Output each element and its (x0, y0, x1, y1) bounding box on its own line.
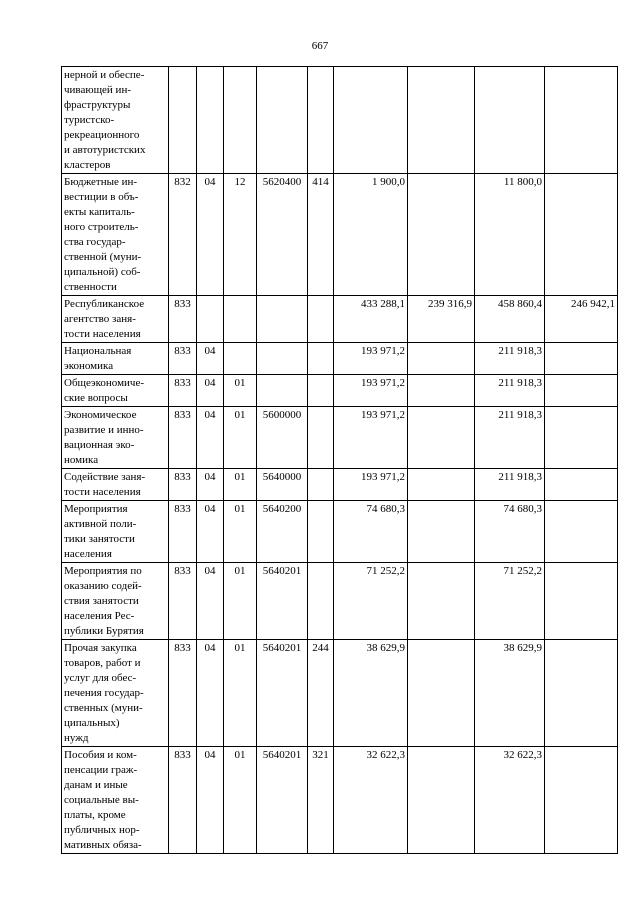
subsection-code: 01 (224, 407, 257, 469)
admin-code (169, 67, 197, 174)
target-code: 5600000 (257, 407, 308, 469)
table-body (62, 67, 618, 854)
expense-code (308, 67, 334, 174)
section-code: 04 (197, 343, 224, 375)
table-row (62, 501, 618, 563)
row-name: нерной и обеспе- чивающей ин- фраструктуры туристско- рекреационного и автотуристских кластеров (62, 67, 169, 174)
target-code (257, 296, 308, 343)
sum-year2: 11 800,0 (475, 174, 545, 296)
sum-year2: 458 860,4 (475, 296, 545, 343)
subsection-code: 01 (224, 501, 257, 563)
sum-year2-subvention (545, 501, 618, 563)
sum-year1: 71 252,2 (334, 563, 408, 640)
sum-year2: 38 629,9 (475, 640, 545, 747)
section-code: 04 (197, 407, 224, 469)
expense-code (308, 501, 334, 563)
expense-code (308, 407, 334, 469)
row-name: Республиканское агентство заня- тости населения (62, 296, 169, 343)
sum-year1: 74 680,3 (334, 501, 408, 563)
sum-year1-subvention (408, 640, 475, 747)
expense-code: 321 (308, 747, 334, 854)
admin-code: 833 (169, 407, 197, 469)
target-code: 5640201 (257, 747, 308, 854)
target-code: 5640201 (257, 563, 308, 640)
sum-year1: 193 971,2 (334, 375, 408, 407)
admin-code: 833 (169, 469, 197, 501)
table-row (62, 375, 618, 407)
sum-year2: 211 918,3 (475, 375, 545, 407)
sum-year2-subvention (545, 563, 618, 640)
section-code: 04 (197, 563, 224, 640)
admin-code: 833 (169, 747, 197, 854)
page-number: 667 (311, 40, 329, 52)
table-row (62, 343, 618, 375)
subsection-code: 12 (224, 174, 257, 296)
sum-year1-subvention (408, 67, 475, 174)
sum-year2: 211 918,3 (475, 407, 545, 469)
expense-code (308, 563, 334, 640)
table-row (62, 640, 618, 747)
target-code (257, 67, 308, 174)
target-code (257, 375, 308, 407)
table-row (62, 296, 618, 343)
section-code: 04 (197, 747, 224, 854)
section-code: 04 (197, 174, 224, 296)
sum-year1: 38 629,9 (334, 640, 408, 747)
sum-year2: 74 680,3 (475, 501, 545, 563)
subsection-code (224, 296, 257, 343)
admin-code: 832 (169, 174, 197, 296)
table-row (62, 67, 618, 174)
sum-year1-subvention: 239 316,9 (408, 296, 475, 343)
subsection-code: 01 (224, 375, 257, 407)
sum-year1: 193 971,2 (334, 407, 408, 469)
sum-year1-subvention (408, 174, 475, 296)
sum-year1: 193 971,2 (334, 469, 408, 501)
sum-year2-subvention (545, 407, 618, 469)
subsection-code: 01 (224, 640, 257, 747)
row-name: Мероприятия активной поли- тики занятости населения (62, 501, 169, 563)
sum-year2-subvention (545, 67, 618, 174)
sum-year2: 211 918,3 (475, 469, 545, 501)
sum-year2-subvention (545, 640, 618, 747)
table-row (62, 407, 618, 469)
sum-year1-subvention (408, 469, 475, 501)
subsection-code (224, 67, 257, 174)
row-name: Пособия и ком- пенсации граж- данам и иные социальные вы- платы, кроме публичных нор- мативных обяза- (62, 747, 169, 854)
sum-year2: 71 252,2 (475, 563, 545, 640)
subsection-code: 01 (224, 469, 257, 501)
expense-code (308, 343, 334, 375)
target-code: 5640200 (257, 501, 308, 563)
target-code: 5640201 (257, 640, 308, 747)
row-name: Национальная экономика (62, 343, 169, 375)
sum-year1 (334, 67, 408, 174)
expense-code: 244 (308, 640, 334, 747)
expense-code (308, 375, 334, 407)
section-code: 04 (197, 375, 224, 407)
section-code: 04 (197, 469, 224, 501)
row-name: Экономическое развитие и инно- вационная эко- номика (62, 407, 169, 469)
sum-year1-subvention (408, 407, 475, 469)
sum-year2-subvention (545, 375, 618, 407)
expense-code: 414 (308, 174, 334, 296)
admin-code: 833 (169, 343, 197, 375)
sum-year2-subvention (545, 469, 618, 501)
table-row (62, 174, 618, 296)
admin-code: 833 (169, 375, 197, 407)
table-row (62, 747, 618, 854)
expense-code (308, 296, 334, 343)
sum-year1-subvention (408, 501, 475, 563)
subsection-code: 01 (224, 563, 257, 640)
admin-code: 833 (169, 640, 197, 747)
sum-year1-subvention (408, 563, 475, 640)
section-code (197, 296, 224, 343)
row-name: Бюджетные ин- вестиции в объ- екты капиталь- ного строитель- ства государ- ственной (муни- ципальной) соб- ственности (62, 174, 169, 296)
sum-year1-subvention (408, 375, 475, 407)
sum-year2-subvention (545, 747, 618, 854)
table-row (62, 469, 618, 501)
subsection-code: 01 (224, 747, 257, 854)
section-code: 04 (197, 640, 224, 747)
row-name: Содействие заня- тости населения (62, 469, 169, 501)
sum-year2-subvention (545, 174, 618, 296)
sum-year2-subvention: 246 942,1 (545, 296, 618, 343)
sum-year1: 433 288,1 (334, 296, 408, 343)
row-name: Прочая закупка товаров, работ и услуг для обес- печения государ- ственных (муни- ципальных) нужд (62, 640, 169, 747)
sum-year2-subvention (545, 343, 618, 375)
budget-table (61, 66, 618, 854)
admin-code: 833 (169, 296, 197, 343)
section-code: 04 (197, 501, 224, 563)
subsection-code (224, 343, 257, 375)
sum-year2: 32 622,3 (475, 747, 545, 854)
target-code: 5620400 (257, 174, 308, 296)
sum-year1-subvention (408, 343, 475, 375)
row-name: Мероприятия по оказанию содей- ствия занятости населения Рес- публики Бурятия (62, 563, 169, 640)
sum-year1: 1 900,0 (334, 174, 408, 296)
target-code (257, 343, 308, 375)
section-code (197, 67, 224, 174)
admin-code: 833 (169, 501, 197, 563)
expense-code (308, 469, 334, 501)
sum-year1-subvention (408, 747, 475, 854)
table-row (62, 563, 618, 640)
sum-year1: 193 971,2 (334, 343, 408, 375)
target-code: 5640000 (257, 469, 308, 501)
sum-year2: 211 918,3 (475, 343, 545, 375)
row-name: Общеэкономиче- ские вопросы (62, 375, 169, 407)
sum-year1: 32 622,3 (334, 747, 408, 854)
sum-year2 (475, 67, 545, 174)
admin-code: 833 (169, 563, 197, 640)
